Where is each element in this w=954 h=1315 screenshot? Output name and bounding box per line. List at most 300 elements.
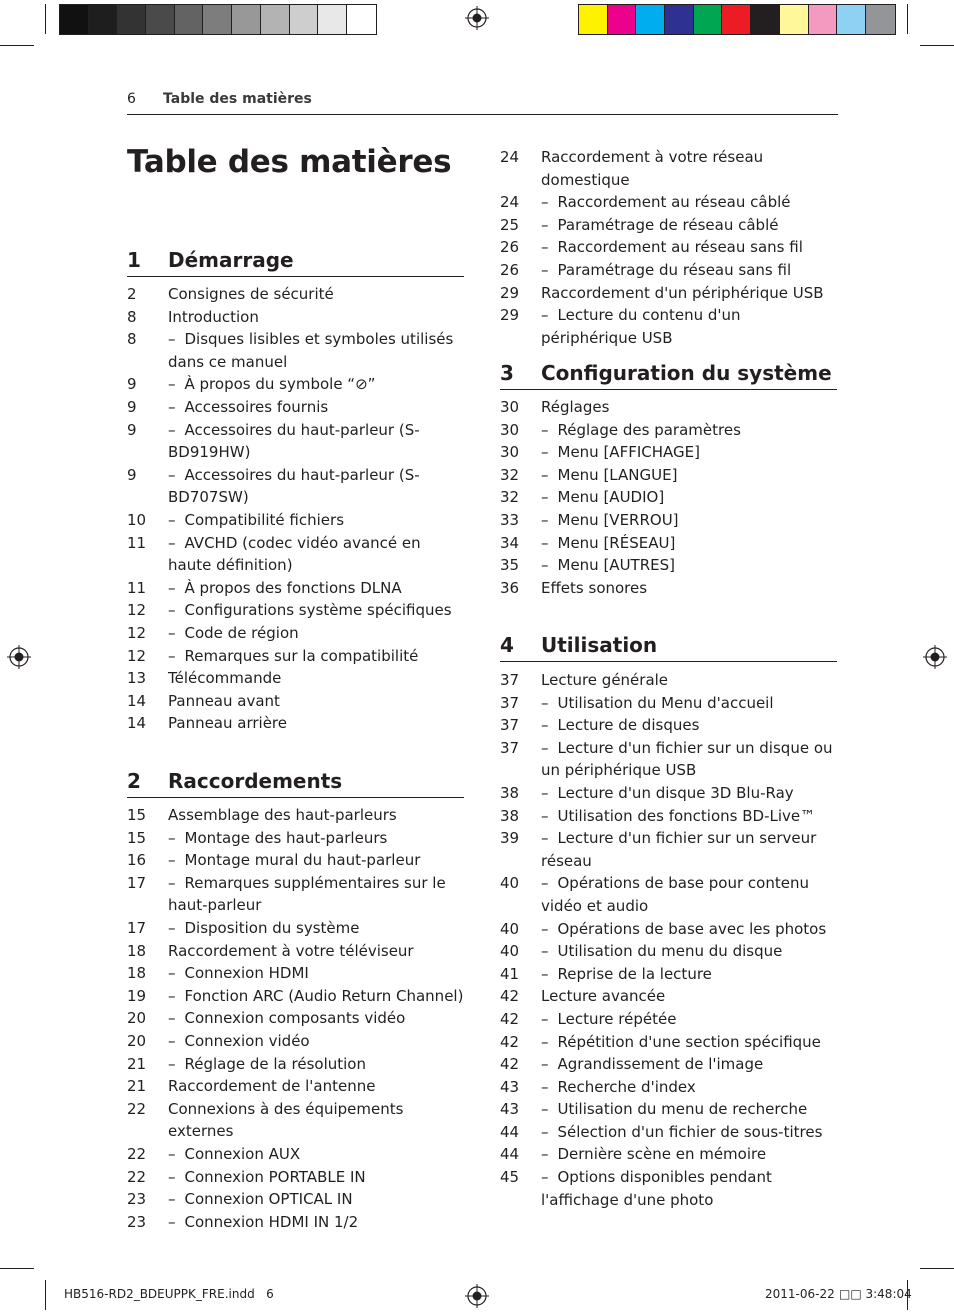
dash-bullet: – [541, 964, 549, 983]
toc-page-number: 11 [127, 578, 147, 597]
toc-subentry [127, 872, 464, 917]
toc-entry [127, 690, 464, 713]
toc-entry-text: Télécommande [168, 669, 282, 688]
dash-bullet: – [541, 783, 549, 802]
toc-subentry [500, 805, 837, 828]
color-swatch [665, 5, 694, 34]
toc-page-number: 30 [500, 420, 520, 439]
toc-entry-text: Introduction [168, 307, 259, 326]
toc-entry-text: Connexion PORTABLE IN [184, 1167, 366, 1186]
dash-bullet: – [541, 1145, 549, 1164]
section-heading-3 [500, 361, 837, 390]
crop-mark [45, 1280, 46, 1310]
toc-subentry [500, 304, 837, 349]
toc-entry-text: Réglage de la résolution [184, 1054, 366, 1073]
toc-page-number: 37 [500, 716, 520, 735]
dash-bullet: – [168, 397, 176, 416]
color-swatch [117, 5, 146, 34]
toc-page-number: 17 [127, 873, 147, 892]
toc-subentry [500, 554, 837, 577]
toc-subentry [127, 827, 464, 850]
toc-entry [500, 146, 837, 191]
toc-page-number: 19 [127, 986, 147, 1005]
toc-entry-text: Menu [AUDIO] [557, 488, 665, 507]
section-number: 4 [500, 633, 514, 657]
dash-bullet: – [541, 1100, 549, 1119]
toc-entry-text: Sélection d'un fichier de sous-titres [557, 1122, 823, 1141]
toc-entry-text: Raccordement de l'antenne [168, 1077, 376, 1096]
toc-page-number: 10 [127, 510, 147, 529]
dash-bullet: – [168, 578, 176, 597]
color-swatch [146, 5, 175, 34]
toc-subentry [127, 1053, 464, 1076]
toc-subentry [127, 419, 464, 464]
toc-page-number: 13 [127, 669, 147, 688]
section-title: Utilisation [541, 633, 658, 657]
toc-subentry [500, 1098, 837, 1121]
toc-entry-text: Connexions à des équipements externes [168, 1099, 404, 1141]
toc-subentry [500, 1076, 837, 1099]
toc-subentry [127, 373, 464, 396]
toc-entry-text: Code de région [184, 623, 299, 642]
crop-mark [45, 4, 46, 34]
dash-bullet: – [168, 1167, 176, 1186]
toc-page-number: 26 [500, 260, 520, 279]
toc-entry [500, 396, 837, 419]
footer-filename: HB516-RD2_BDEUPPK_FRE.indd 6 [64, 1287, 274, 1301]
toc-subentry [500, 1121, 837, 1144]
registration-mark-icon [7, 645, 31, 669]
toc-entry-text: Utilisation du menu du disque [557, 942, 783, 961]
toc-page-number: 40 [500, 919, 520, 938]
toc-entry-text: Utilisation du Menu d'accueil [557, 693, 774, 712]
toc-entry-text: Remarques supplémentaires sur le haut-parleur [168, 873, 446, 915]
dash-bullet: – [168, 330, 176, 349]
color-swatch [694, 5, 723, 34]
toc-entry-text: Connexion AUX [184, 1144, 301, 1163]
dash-bullet: – [541, 510, 549, 529]
dash-bullet: – [541, 1032, 549, 1051]
color-swatch [579, 5, 608, 34]
dash-bullet: – [168, 918, 176, 937]
toc-page-number: 20 [127, 1031, 147, 1050]
crop-mark [920, 1268, 954, 1269]
toc-entry-text: Lecture avancée [541, 987, 666, 1006]
toc-entry-text: Raccordement d'un périphérique USB [541, 283, 824, 302]
toc-page-number: 39 [500, 829, 520, 848]
dash-bullet: – [541, 306, 549, 325]
toc-entry [500, 282, 837, 305]
dash-bullet: – [168, 533, 176, 552]
toc-page-number: 17 [127, 918, 147, 937]
toc-entry-text: Connexion composants vidéo [184, 1009, 406, 1028]
crop-mark [920, 45, 954, 46]
toc-page-number: 18 [127, 941, 147, 960]
toc-entry-text: Raccordement au réseau sans fil [557, 238, 803, 257]
dash-bullet: – [168, 1212, 176, 1231]
toc-entry-text: Compatibilité fichiers [184, 510, 345, 529]
toc-page-number: 8 [127, 330, 137, 349]
toc-subentry [500, 1053, 837, 1076]
dash-bullet: – [541, 1055, 549, 1074]
toc-entry-text: Lecture du contenu d'un périphérique USB [541, 306, 741, 347]
toc-page-number: 15 [127, 828, 147, 847]
dash-bullet: – [168, 964, 176, 983]
dash-bullet: – [541, 806, 549, 825]
toc-entry-text: Répétition d'une section spécifique [557, 1032, 821, 1051]
toc-page-number: 38 [500, 806, 520, 825]
toc-page-number: 44 [500, 1122, 520, 1141]
dash-bullet: – [541, 693, 549, 712]
dash-bullet: – [541, 556, 549, 575]
toc-page-number: 45 [500, 1168, 520, 1187]
toc-entry-text: Recherche d'index [557, 1077, 696, 1096]
toc-entry-text: Lecture répétée [557, 1009, 677, 1028]
toc-entry-text: Raccordement au réseau câblé [557, 193, 791, 212]
toc-subentry [127, 1188, 464, 1211]
toc-entry-text: Connexion OPTICAL IN [184, 1190, 353, 1209]
section-heading-4 [500, 633, 837, 662]
color-swatch [837, 5, 866, 34]
toc-page-number: 9 [127, 397, 137, 416]
toc-entry-text: Réglage des paramètres [557, 420, 741, 439]
toc-entry-text: Dernière scène en mémoire [557, 1145, 767, 1164]
toc-entry-text: Menu [VERROU] [557, 510, 679, 529]
toc-subentry [500, 714, 837, 737]
toc-entry-text: Remarques sur la compatibilité [184, 646, 419, 665]
toc-entry-text: Accessoires du haut-parleur (S-BD919HW) [168, 420, 420, 462]
toc-page-number: 40 [500, 942, 520, 961]
toc-entry [127, 1075, 464, 1098]
toc-entry-text: Consignes de sécurité [168, 285, 334, 303]
toc-entry-text: Panneau avant [168, 691, 280, 710]
toc-entry-text: Fonction ARC (Audio Return Channel) [184, 986, 464, 1005]
toc-entry [500, 577, 837, 600]
toc-page-number: 23 [127, 1190, 147, 1209]
dash-bullet: – [541, 193, 549, 212]
toc-entry-text: Lecture d'un disque 3D Blu-Ray [557, 783, 794, 802]
toc-page-number: 29 [500, 306, 520, 325]
toc-subentry [500, 509, 837, 532]
toc-entry [127, 804, 464, 827]
dash-bullet: – [541, 738, 549, 757]
toc-subentry [127, 1211, 464, 1234]
section-number: 3 [500, 361, 514, 385]
grayscale-bar [59, 4, 377, 35]
toc-entry-text: Accessoires fournis [184, 397, 329, 416]
toc-subentry [127, 622, 464, 645]
toc-entry-text: Connexion vidéo [184, 1031, 310, 1050]
header-running-title: Table des matières [163, 91, 312, 107]
toc-entry-text: Réglages [541, 398, 610, 416]
color-swatch [809, 5, 838, 34]
toc-entry-text: Lecture générale [541, 671, 669, 689]
crop-mark [0, 1268, 34, 1269]
dash-bullet: – [541, 829, 549, 848]
section-number: 2 [127, 769, 141, 793]
toc-entry-text: Agrandissement de l'image [557, 1055, 764, 1074]
color-swatch [89, 5, 118, 34]
toc-page-number: 21 [127, 1054, 147, 1073]
color-swatch [751, 5, 780, 34]
toc-entry [127, 667, 464, 690]
toc-page-number: 24 [500, 193, 520, 212]
dash-bullet: – [168, 986, 176, 1005]
toc-page-number: 43 [500, 1077, 520, 1096]
toc-entry-text: Effets sonores [541, 578, 648, 597]
color-swatch [347, 5, 376, 34]
footer-time: □□ 3:48:04 [839, 1287, 912, 1301]
toc-page-number: 37 [500, 693, 520, 712]
toc-subentry [500, 692, 837, 715]
dash-bullet: – [541, 1077, 549, 1096]
toc-subentry [500, 191, 837, 214]
dash-bullet: – [168, 1054, 176, 1073]
toc-entry-text: Assemblage des haut-parleurs [168, 806, 397, 824]
dash-bullet: – [541, 1168, 549, 1187]
crop-mark [907, 4, 908, 34]
header-page-number: 6 [127, 91, 136, 107]
color-swatch [175, 5, 204, 34]
toc-page-number: 22 [127, 1099, 147, 1118]
toc-subentry [127, 396, 464, 419]
toc-entry [127, 712, 464, 735]
color-swatch [290, 5, 319, 34]
dash-bullet: – [541, 919, 549, 938]
toc-subentry [500, 419, 837, 442]
dash-bullet: – [541, 942, 549, 961]
dash-bullet: – [168, 623, 176, 642]
toc-entry-text: Lecture de disques [557, 716, 700, 735]
toc-list-utilisation [500, 669, 837, 1211]
toc-page-number: 9 [127, 465, 137, 484]
dash-bullet: – [168, 646, 176, 665]
toc-entry-text: Utilisation des fonctions BD-Live™ [557, 806, 816, 825]
toc-entry-text: À propos du symbole “⊘” [184, 375, 376, 394]
dash-bullet: – [168, 465, 176, 484]
section-title: Démarrage [168, 248, 294, 272]
toc-subentry [500, 236, 837, 259]
dash-bullet: – [168, 1031, 176, 1050]
toc-page-number: 30 [500, 443, 520, 462]
toc-entry-text: Montage mural du haut-parleur [184, 851, 421, 870]
toc-page-number: 36 [500, 578, 520, 597]
toc-page-number: 42 [500, 1032, 520, 1051]
toc-entry-text: Montage des haut-parleurs [184, 828, 388, 847]
toc-entry-text: Raccordement à votre réseau domestique [541, 148, 764, 189]
toc-entry-text: Menu [LANGUE] [557, 465, 678, 484]
section-number: 1 [127, 248, 141, 272]
dash-bullet: – [541, 488, 549, 507]
section-heading-1 [127, 248, 464, 277]
color-swatch [722, 5, 751, 34]
dash-bullet: – [541, 443, 549, 462]
toc-subentry [500, 872, 837, 917]
toc-subentry [127, 917, 464, 940]
toc-page-number: 20 [127, 1009, 147, 1028]
toc-subentry [500, 963, 837, 986]
toc-entry-text: Opérations de base avec les photos [557, 919, 827, 938]
toc-entry [127, 306, 464, 329]
color-swatch [232, 5, 261, 34]
dash-bullet: – [541, 1122, 549, 1141]
dash-bullet: – [541, 215, 549, 234]
color-swatch [636, 5, 665, 34]
toc-page-number: 43 [500, 1100, 520, 1119]
toc-page-number: 34 [500, 533, 520, 552]
toc-subentry [127, 532, 464, 577]
dash-bullet: – [168, 510, 176, 529]
toc-subentry [127, 849, 464, 872]
toc-list-configuration [500, 396, 837, 599]
toc-subentry [500, 1143, 837, 1166]
toc-entry-text: Lecture d'un fichier sur un serveur réseau [541, 829, 817, 870]
toc-entry [127, 1098, 464, 1143]
toc-subentry [500, 441, 837, 464]
toc-subentry [500, 1031, 837, 1054]
toc-subentry [500, 918, 837, 941]
toc-subentry [500, 532, 837, 555]
toc-subentry [127, 1143, 464, 1166]
toc-entry [500, 985, 837, 1008]
toc-page-number: 44 [500, 1145, 520, 1164]
toc-subentry [127, 1007, 464, 1030]
toc-entry-text: Paramétrage du réseau sans fil [557, 260, 792, 279]
toc-entry-text: Menu [AUTRES] [557, 556, 675, 575]
registration-mark-icon [465, 6, 489, 30]
toc-entry-text: Utilisation du menu de recherche [557, 1100, 808, 1119]
section-title: Configuration du système [541, 361, 832, 385]
registration-mark-icon [923, 645, 947, 669]
color-swatch [608, 5, 637, 34]
toc-list-raccordements [127, 804, 464, 1233]
toc-page-number: 9 [127, 420, 137, 439]
toc-page-number: 22 [127, 1167, 147, 1186]
dash-bullet: – [168, 420, 176, 439]
toc-page-number: 25 [500, 215, 520, 234]
toc-page-number: 37 [500, 671, 520, 689]
toc-entry-text: À propos des fonctions DLNA [184, 578, 402, 597]
color-swatch [866, 5, 895, 34]
toc-entry-text: AVCHD (codec vidéo avancé en haute définition) [168, 533, 421, 575]
toc-page-number: 15 [127, 806, 147, 824]
toc-subentry [127, 985, 464, 1008]
color-swatch [318, 5, 347, 34]
toc-subentry [500, 782, 837, 805]
toc-page-number: 23 [127, 1212, 147, 1231]
dash-bullet: – [168, 1190, 176, 1209]
toc-page-number: 22 [127, 1144, 147, 1163]
toc-subentry [500, 737, 837, 782]
toc-page-number: 2 [127, 285, 137, 303]
toc-list-raccordements-cont [500, 146, 837, 349]
header-rule [127, 114, 838, 115]
toc-page-number: 12 [127, 623, 147, 642]
color-swatch [261, 5, 290, 34]
toc-subentry [500, 464, 837, 487]
toc-subentry [500, 486, 837, 509]
toc-subentry [500, 214, 837, 237]
toc-entry-text: Reprise de la lecture [557, 964, 712, 983]
toc-entry-text: Raccordement à votre téléviseur [168, 941, 414, 960]
dash-bullet: – [168, 873, 176, 892]
toc-entry-text: Options disponibles pendant l'affichage d'une photo [541, 1168, 772, 1209]
toc-page-number: 37 [500, 738, 520, 757]
color-swatch [60, 5, 89, 34]
dash-bullet: – [168, 828, 176, 847]
toc-entry-text: Accessoires du haut-parleur (S-BD707SW) [168, 465, 420, 507]
toc-entry-text: Opérations de base pour contenu vidéo et audio [541, 874, 809, 915]
dash-bullet: – [168, 375, 176, 394]
toc-subentry [500, 827, 837, 872]
toc-entry-text: Paramétrage de réseau câblé [557, 215, 779, 234]
toc-subentry [127, 645, 464, 668]
toc-page-number: 16 [127, 851, 147, 870]
section-title: Raccordements [168, 769, 343, 793]
dash-bullet: – [168, 601, 176, 620]
toc-page-number: 12 [127, 601, 147, 620]
toc-entry-text: Menu [AFFICHAGE] [557, 443, 700, 462]
toc-entry-text: Connexion HDMI IN 1/2 [184, 1212, 359, 1231]
toc-subentry [127, 577, 464, 600]
toc-entry-text: Lecture d'un fichier sur un disque ou un périphérique USB [541, 738, 833, 780]
page-title: Table des matières [127, 144, 452, 180]
toc-subentry [127, 1030, 464, 1053]
dash-bullet: – [168, 1009, 176, 1028]
toc-subentry [500, 1166, 837, 1211]
toc-entry [127, 940, 464, 963]
toc-page-number: 26 [500, 238, 520, 257]
toc-subentry [500, 1008, 837, 1031]
dash-bullet: – [541, 874, 549, 893]
toc-entry-text: Panneau arrière [168, 714, 287, 733]
toc-page-number: 42 [500, 1009, 520, 1028]
dash-bullet: – [541, 716, 549, 735]
toc-subentry [127, 599, 464, 622]
dash-bullet: – [541, 260, 549, 279]
toc-page-number: 9 [127, 375, 137, 394]
toc-entry-text: Menu [RÉSEAU] [557, 533, 676, 552]
toc-page-number: 38 [500, 783, 520, 802]
toc-subentry [127, 509, 464, 532]
toc-subentry [127, 1166, 464, 1189]
toc-subentry [127, 464, 464, 509]
toc-page-number: 14 [127, 714, 147, 733]
toc-page-number: 32 [500, 465, 520, 484]
toc-page-number: 29 [500, 283, 520, 302]
toc-subentry [500, 259, 837, 282]
dash-bullet: – [541, 1009, 549, 1028]
toc-page-number: 30 [500, 398, 520, 416]
toc-page-number: 35 [500, 556, 520, 575]
color-swatch [780, 5, 809, 34]
color-swatch [203, 5, 232, 34]
toc-entry-text: Connexion HDMI [184, 964, 309, 983]
registration-mark-icon [465, 1284, 489, 1308]
dash-bullet: – [168, 851, 176, 870]
toc-entry [127, 283, 464, 306]
toc-page-number: 24 [500, 148, 520, 166]
toc-list-demarrage [127, 283, 464, 735]
toc-entry-text: Disques lisibles et symboles utilisés dans ce manuel [168, 330, 454, 371]
dash-bullet: – [541, 238, 549, 257]
toc-page-number: 11 [127, 533, 147, 552]
toc-page-number: 18 [127, 964, 147, 983]
toc-page-number: 14 [127, 691, 147, 710]
toc-page-number: 42 [500, 987, 520, 1006]
section-heading-2 [127, 769, 464, 798]
toc-entry-text: Configurations système spécifiques [184, 601, 452, 620]
